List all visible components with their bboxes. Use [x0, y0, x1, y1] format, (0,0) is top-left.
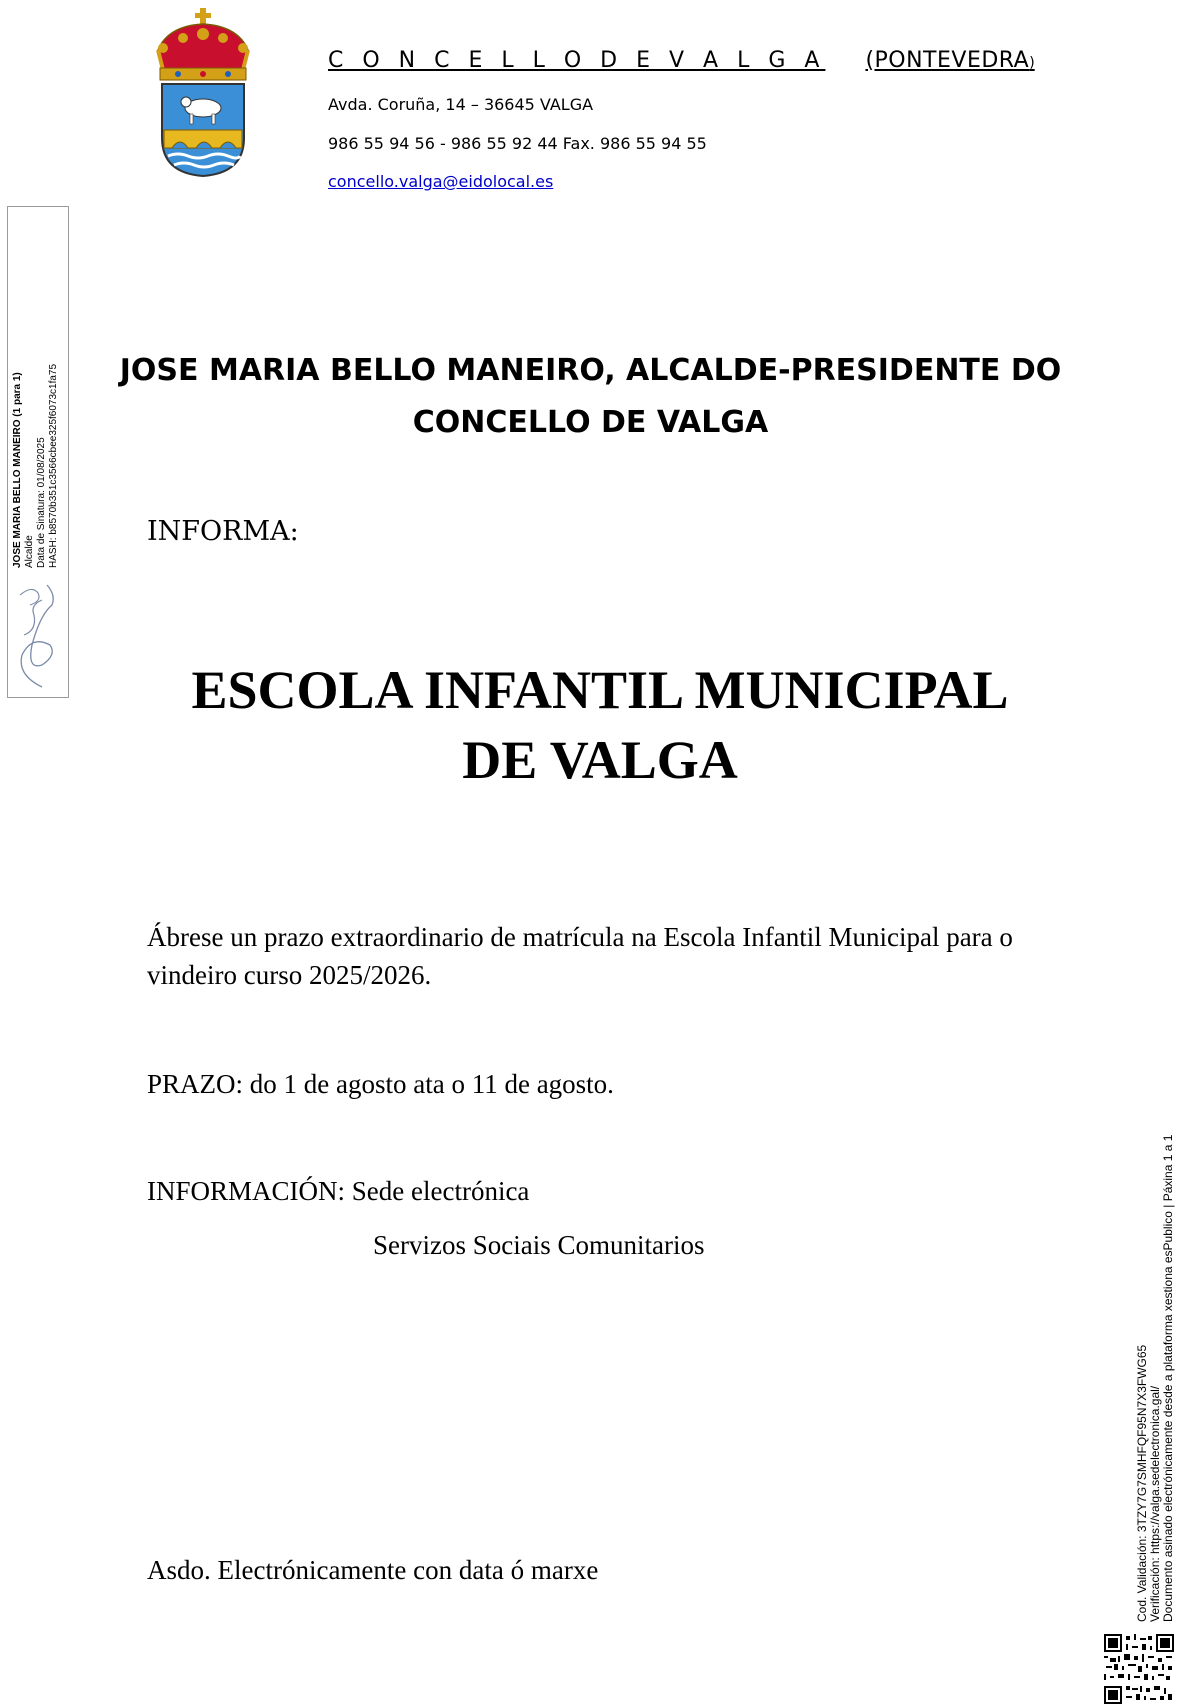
- informa-label: INFORMA:: [147, 516, 299, 547]
- qr-code: [1104, 1634, 1174, 1704]
- province: (PONTEVEDRA: [865, 48, 1030, 73]
- signer-role: Alcalde: [24, 535, 35, 568]
- signer-name: JOSE MARIA BELLO MANEIRO (1 para 1): [12, 372, 23, 568]
- council-address: Avda. Coruña, 14 – 36645 VALGA: [328, 95, 594, 114]
- information-line: INFORMACIÓN: Sede electrónica: [147, 1176, 530, 1206]
- information-line-2: Servizos Sociais Comunitarios: [373, 1230, 705, 1260]
- signed-note: Asdo. Electrónicamente con data ó marxe: [147, 1555, 599, 1585]
- municipal-crest-logo: [148, 8, 258, 178]
- verification-url: Verificación: https://valga.sedelectronica.gal/: [1148, 1385, 1162, 1622]
- validation-code: Cod. Validación: 3TZY7G7SMHFQF95N7X3FWG65: [1135, 1344, 1149, 1622]
- validation-strip: [1136, 1135, 1175, 1622]
- mayor-heading: JOSE MARIA BELLO MANEIRO, ALCALDE-PRESIDENTE DO CONCELLO DE VALGA: [119, 353, 1062, 440]
- signature-hash: HASH: b8570b351c3566cbee325f6073c1fa75: [48, 363, 59, 568]
- deadline-text: PRAZO: do 1 de agosto ata o 11 de agosto.: [147, 1069, 614, 1099]
- council-phones: 986 55 94 56 - 986 55 92 44 Fax. 986 55 94 55: [328, 134, 707, 153]
- platform-note: Documento asinado electrónicamente desde a plataforma xestiona esPublico | Páxina 1 a 1: [1161, 1134, 1175, 1622]
- council-name: C O N C E L L O D E V A L G A (PONTEVEDRA): [328, 48, 1035, 73]
- enrollment-paragraph: Ábrese un prazo extraordinario de matrícula na Escola Infantil Municipal para o vindeiro curso 2025/2026.: [147, 922, 1013, 990]
- notice-title: ESCOLA INFANTIL MUNICIPAL DE VALGA: [191, 660, 1009, 790]
- signature-date: Data de Sinatura: 01/08/2025: [36, 437, 47, 568]
- council-email-link[interactable]: concello.valga@eidolocal.es: [328, 172, 554, 191]
